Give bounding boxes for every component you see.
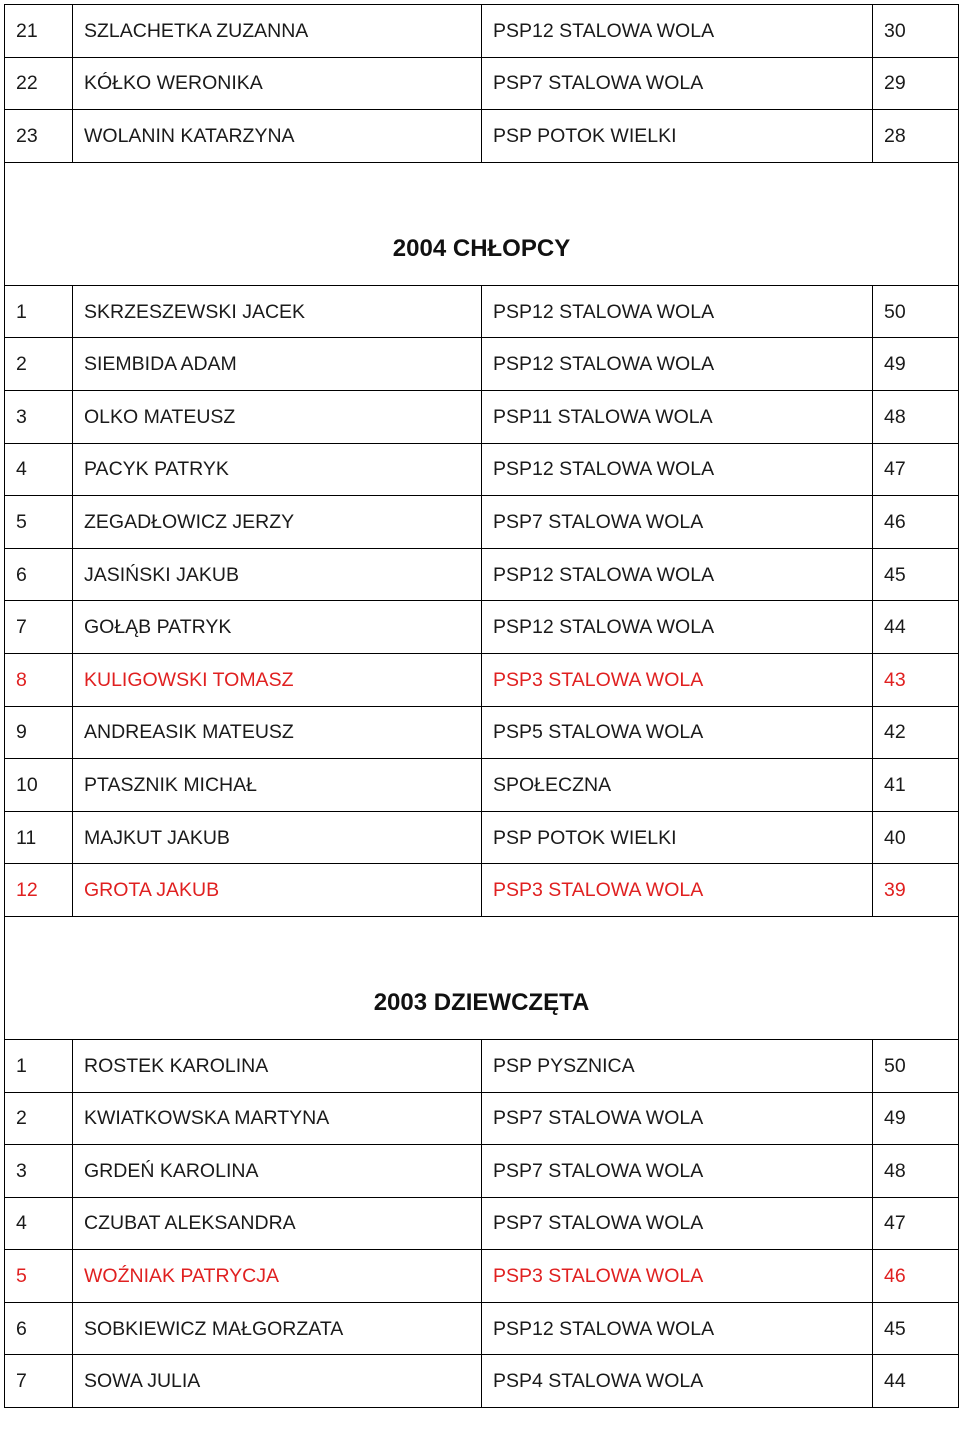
name-cell: OLKO MATEUSZ — [73, 390, 482, 443]
result-row — [5, 57, 959, 110]
points-cell: 47 — [873, 443, 959, 496]
points-cell: 43 — [873, 653, 959, 706]
place-cell: 5 — [5, 496, 73, 549]
school-cell: PSP12 STALOWA WOLA — [482, 601, 873, 654]
results-table — [4, 4, 959, 1408]
points-cell: 45 — [873, 548, 959, 601]
name-cell: SOWA JULIA — [73, 1355, 482, 1408]
name-cell: ANDREASIK MATEUSZ — [73, 706, 482, 759]
points-cell: 46 — [873, 496, 959, 549]
points-cell: 45 — [873, 1302, 959, 1355]
name-cell: KÓŁKO WERONIKA — [73, 57, 482, 110]
name-cell: ZEGADŁOWICZ JERZY — [73, 496, 482, 549]
school-cell: PSP7 STALOWA WOLA — [482, 57, 873, 110]
result-row — [5, 338, 959, 391]
points-cell: 29 — [873, 57, 959, 110]
result-row — [5, 285, 959, 338]
place-cell: 6 — [5, 1302, 73, 1355]
school-cell: PSP7 STALOWA WOLA — [482, 1145, 873, 1198]
points-cell: 28 — [873, 110, 959, 163]
school-cell: PSP7 STALOWA WOLA — [482, 1197, 873, 1250]
section-header-row — [5, 162, 959, 285]
name-cell: KULIGOWSKI TOMASZ — [73, 653, 482, 706]
points-cell: 41 — [873, 759, 959, 812]
points-cell: 49 — [873, 1092, 959, 1145]
school-cell: PSP3 STALOWA WOLA — [482, 1250, 873, 1303]
result-row — [5, 443, 959, 496]
school-cell: PSP12 STALOWA WOLA — [482, 443, 873, 496]
school-cell: PSP12 STALOWA WOLA — [482, 5, 873, 58]
place-cell: 8 — [5, 653, 73, 706]
points-cell: 39 — [873, 864, 959, 917]
name-cell: GRDEŃ KAROLINA — [73, 1145, 482, 1198]
name-cell: WOŹNIAK PATRYCJA — [73, 1250, 482, 1303]
school-cell: PSP11 STALOWA WOLA — [482, 390, 873, 443]
place-cell: 11 — [5, 811, 73, 864]
points-cell: 50 — [873, 1039, 959, 1092]
points-cell: 44 — [873, 1355, 959, 1408]
place-cell: 4 — [5, 443, 73, 496]
name-cell: CZUBAT ALEKSANDRA — [73, 1197, 482, 1250]
place-cell: 12 — [5, 864, 73, 917]
name-cell: SIEMBIDA ADAM — [73, 338, 482, 391]
place-cell: 3 — [5, 390, 73, 443]
name-cell: JASIŃSKI JAKUB — [73, 548, 482, 601]
place-cell: 2 — [5, 1092, 73, 1145]
name-cell: WOLANIN KATARZYNA — [73, 110, 482, 163]
school-cell: SPOŁECZNA — [482, 759, 873, 812]
result-row — [5, 548, 959, 601]
name-cell: PTASZNIK MICHAŁ — [73, 759, 482, 812]
place-cell: 23 — [5, 110, 73, 163]
result-row — [5, 759, 959, 812]
section-title: 2004 CHŁOPCY — [5, 162, 959, 285]
place-cell: 21 — [5, 5, 73, 58]
school-cell: PSP7 STALOWA WOLA — [482, 1092, 873, 1145]
place-cell: 3 — [5, 1145, 73, 1198]
points-cell: 48 — [873, 390, 959, 443]
place-cell: 6 — [5, 548, 73, 601]
name-cell: SOBKIEWICZ MAŁGORZATA — [73, 1302, 482, 1355]
points-cell: 40 — [873, 811, 959, 864]
result-row — [5, 1355, 959, 1408]
name-cell: KWIATKOWSKA MARTYNA — [73, 1092, 482, 1145]
result-row — [5, 811, 959, 864]
school-cell: PSP12 STALOWA WOLA — [482, 548, 873, 601]
place-cell: 7 — [5, 1355, 73, 1408]
name-cell: GOŁĄB PATRYK — [73, 601, 482, 654]
result-row — [5, 864, 959, 917]
result-row — [5, 110, 959, 163]
result-row — [5, 1250, 959, 1303]
result-row — [5, 496, 959, 549]
points-cell: 44 — [873, 601, 959, 654]
result-row — [5, 1197, 959, 1250]
school-cell: PSP7 STALOWA WOLA — [482, 496, 873, 549]
school-cell: PSP12 STALOWA WOLA — [482, 1302, 873, 1355]
results-document — [4, 4, 958, 1408]
result-row — [5, 1302, 959, 1355]
points-cell: 46 — [873, 1250, 959, 1303]
place-cell: 4 — [5, 1197, 73, 1250]
name-cell: GROTA JAKUB — [73, 864, 482, 917]
result-row — [5, 1145, 959, 1198]
place-cell: 1 — [5, 1039, 73, 1092]
result-row — [5, 390, 959, 443]
school-cell: PSP12 STALOWA WOLA — [482, 285, 873, 338]
place-cell: 10 — [5, 759, 73, 812]
school-cell: PSP4 STALOWA WOLA — [482, 1355, 873, 1408]
points-cell: 49 — [873, 338, 959, 391]
result-row — [5, 601, 959, 654]
place-cell: 22 — [5, 57, 73, 110]
name-cell: SZLACHETKA ZUZANNA — [73, 5, 482, 58]
result-row — [5, 1039, 959, 1092]
place-cell: 2 — [5, 338, 73, 391]
school-cell: PSP POTOK WIELKI — [482, 110, 873, 163]
school-cell: PSP12 STALOWA WOLA — [482, 338, 873, 391]
name-cell: ROSTEK KAROLINA — [73, 1039, 482, 1092]
points-cell: 48 — [873, 1145, 959, 1198]
name-cell: SKRZESZEWSKI JACEK — [73, 285, 482, 338]
place-cell: 9 — [5, 706, 73, 759]
result-row — [5, 706, 959, 759]
result-row — [5, 1092, 959, 1145]
result-row — [5, 5, 959, 58]
place-cell: 1 — [5, 285, 73, 338]
result-row — [5, 653, 959, 706]
points-cell: 47 — [873, 1197, 959, 1250]
section-title: 2003 DZIEWCZĘTA — [5, 916, 959, 1039]
section-header-row — [5, 916, 959, 1039]
school-cell: PSP5 STALOWA WOLA — [482, 706, 873, 759]
points-cell: 30 — [873, 5, 959, 58]
name-cell: MAJKUT JAKUB — [73, 811, 482, 864]
points-cell: 42 — [873, 706, 959, 759]
school-cell: PSP POTOK WIELKI — [482, 811, 873, 864]
school-cell: PSP PYSZNICA — [482, 1039, 873, 1092]
points-cell: 50 — [873, 285, 959, 338]
place-cell: 5 — [5, 1250, 73, 1303]
school-cell: PSP3 STALOWA WOLA — [482, 864, 873, 917]
name-cell: PACYK PATRYK — [73, 443, 482, 496]
place-cell: 7 — [5, 601, 73, 654]
school-cell: PSP3 STALOWA WOLA — [482, 653, 873, 706]
results-table-body — [5, 5, 959, 1408]
